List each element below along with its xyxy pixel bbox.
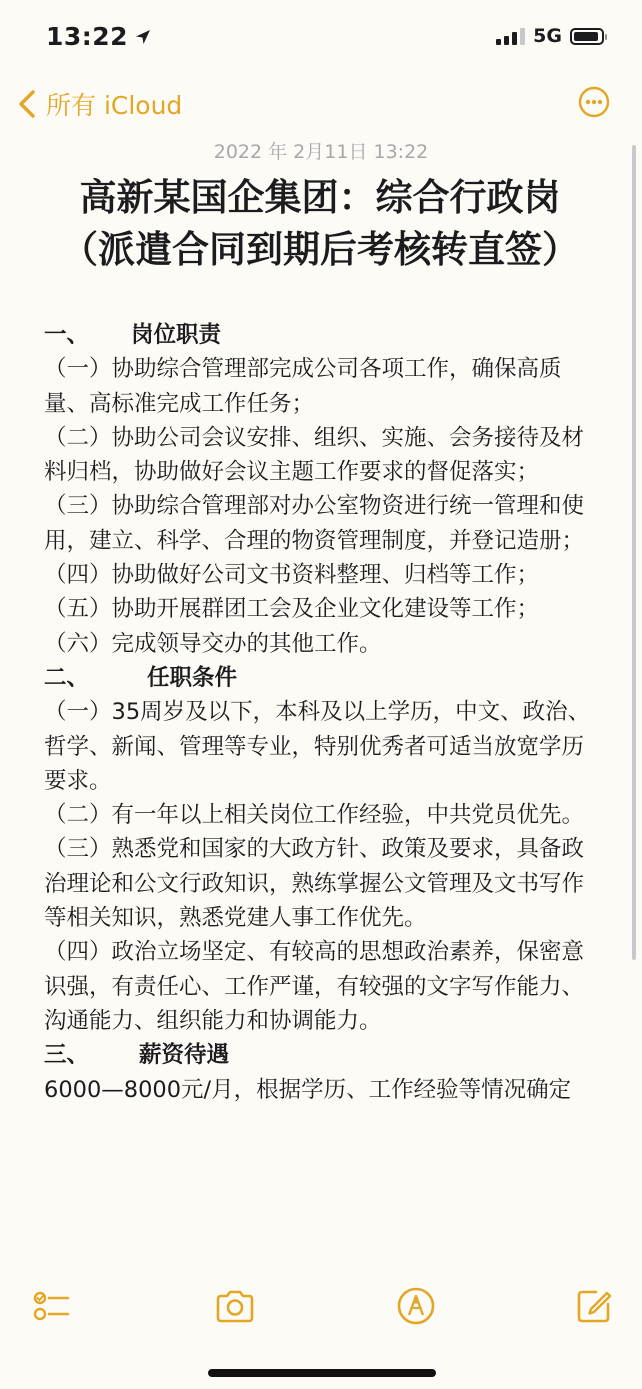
section-title: 任职条件 [147,664,238,691]
status-time [46,22,152,51]
cellular-signal-icon [496,27,525,45]
section-number: 一、 [44,322,90,348]
compose-icon[interactable] [574,1286,614,1326]
list-item: （四）政治立场坚定、有较高的思想政治素养，保密意识强，有责任心、工作严谨，有较强的文字写作能力、沟通能力、组织能力和协调能力。 [44,939,585,1034]
status-time-text: 13:22 [46,22,129,51]
list-item: （五）协助开展群团工会及企业文化建设等工作； [44,596,540,623]
note-date: 2022 年 2月11日 13:22 [213,141,429,163]
network-type: 5G [533,25,562,47]
list-item: （二）有一年以上相关岗位工作经验，中共党员优先。 [44,802,585,829]
section-number: 三、 [44,1042,90,1069]
checklist-icon[interactable] [32,1286,72,1326]
back-button[interactable] [18,86,182,122]
list-item: （四）协助做好公司文书资料整理、归档等工作； [44,562,540,589]
note-title[interactable] [40,172,600,276]
section-title: 薪资待遇 [139,1042,230,1069]
status-bar [0,0,642,70]
more-options-icon[interactable] [578,86,610,118]
markup-icon[interactable] [396,1286,436,1326]
list-item: （二）协助公司会议安排、组织、实施、会务接待及材料归档，协助做好会议主题工作要求的督促落实； [44,424,585,486]
section-title: 岗位职责 [131,322,222,348]
list-item: （一）协助综合管理部完成公司各项工作，确保高质量、高标准完成工作任务； [44,356,562,417]
scroll-indicator[interactable] [632,145,636,960]
camera-icon[interactable] [214,1286,256,1326]
section-heading [44,1038,600,1072]
list-item: （三）熟悉党和国家的大政方针、政策及要求，具备政治理论和公文行政知识，熟练掌握公文管理及文书写作等相关知识，熟悉党建人事工作优先。 [44,836,585,932]
chevron-left-icon [18,89,36,119]
bottom-toolbar [0,1280,642,1332]
note-body[interactable] [44,318,600,1107]
list-item: （三）协助综合管理部对办公室物资进行统一管理和使用，建立、科学、合理的物资管理制度，并登记造册； [44,493,585,554]
nav-bar [0,80,642,130]
section-heading [44,661,600,695]
battery-icon [570,28,604,45]
note-title-line2: （派遣合同到期后考核转直签） [61,228,579,271]
list-item: 6000—8000元/月，根据学历、工作经验等情况确定 [44,1076,572,1103]
home-indicator[interactable] [208,1369,436,1377]
list-item: （一）35周岁及以下，本科及以上学历，中文、政治、哲学、新闻、管理等专业，特别优秀者可适当放宽学历要求。 [44,699,591,794]
location-arrow-icon [134,28,152,46]
back-button-label: 所有 iCloud [46,91,183,120]
section-number: 二、 [44,664,90,691]
note-title-line1: 高新某国企集团：综合行政岗 [79,176,561,219]
section-heading [44,318,600,352]
list-item: （六）完成领导交办的其他工作。 [44,630,382,657]
status-indicators [496,25,604,47]
